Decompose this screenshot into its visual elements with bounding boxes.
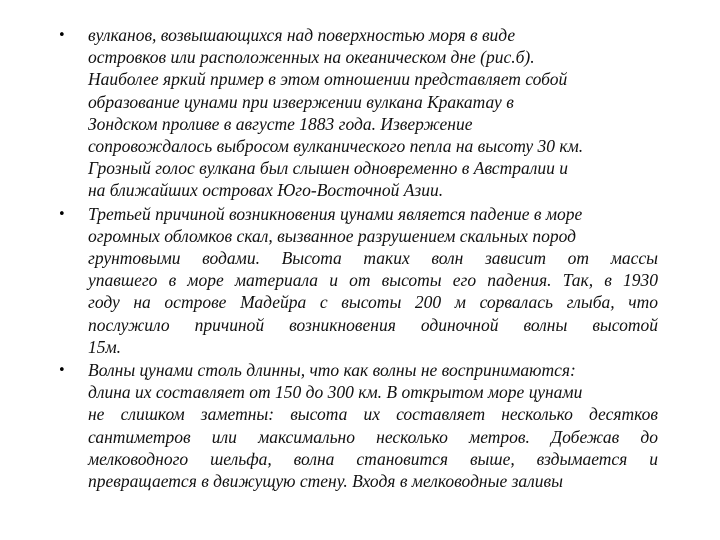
text-line: Зондском проливе в августе 1883 года. Извержение [88, 113, 473, 134]
bullet-marker: • [58, 28, 66, 43]
text-line: году на острове Мадейра с высоты 200 м сорвалась глыба, что [88, 292, 658, 313]
bullet-item-wave-length [58, 359, 658, 492]
text-line: Волны цунами столь длинны, что как волны не воспринимаются: [88, 360, 576, 381]
text-line: послужило причиной возникновения одиночной волны высотой [88, 314, 658, 335]
text-line: мелководного шельфа, волна становится выше, вздымается и [88, 448, 658, 469]
bullet-text [88, 203, 658, 358]
text-line: сантиметров или максимально несколько метров. Добежав до [88, 426, 658, 447]
bullet-marker: • [58, 363, 66, 379]
bullet-text [88, 359, 658, 492]
text-line: огромных обломков скал, вызванное разрушением скальных пород [88, 225, 576, 246]
bullet-item-rockfall [58, 203, 658, 358]
bullet-text [88, 24, 658, 202]
text-line: упавшего в море материала и от высоты его падения. Так, в 1930 [88, 270, 658, 291]
text-line: на ближайших островах Юго-Восточной Азии. [88, 180, 444, 201]
text-line: вулканов, возвышающихся над поверхностью моря в виде [88, 25, 516, 45]
bullet-marker: • [58, 206, 66, 222]
bullet-item-volcanoes [58, 24, 658, 202]
text-line: не слишком заметны: высота их составляет несколько десятков [88, 404, 658, 425]
text-line: превращается в движущую стену. Входя в мелководные заливы [88, 471, 564, 492]
bullet-list [58, 24, 658, 493]
text-line: Грозный голос вулкана был слышен одновременно в Австралии и [88, 158, 568, 179]
text-line: длина их составляет от 150 до 300 км. В открытом море цунами [88, 382, 583, 403]
text-line: Третьей причиной возникновения цунами является падение в море [88, 203, 583, 224]
text-line: образование цунами при извержении вулкана Кракатау в [88, 91, 514, 112]
text-line: сопровождалось выбросом вулканического пепла на высоту 30 км. [88, 136, 584, 157]
text-line: 15м. [88, 336, 122, 357]
text-line: грунтовыми водами. Высота таких волн зависит от массы [88, 248, 658, 269]
text-line: островков или расположенных на океаническом дне (рис.б). [88, 47, 535, 68]
text-line: Наиболее яркий пример в этом отношении представляет собой [88, 69, 568, 90]
